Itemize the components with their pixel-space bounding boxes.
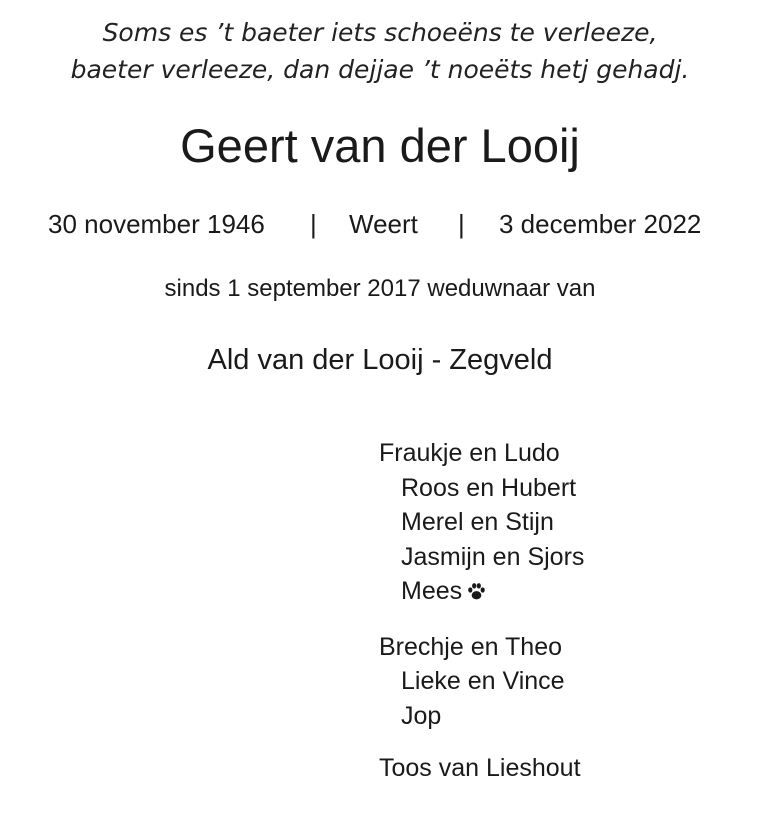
family-head: Fraukje en Ludo [379,439,560,467]
partner-name: Ald van der Looij - Zegveld [207,344,553,376]
grandchild: Roos en Hubert [401,473,577,502]
family-group [379,751,584,786]
paw-icon [466,577,487,612]
dates-row [0,206,760,242]
death-date: 3 december 2022 [499,209,702,239]
motto-line-1: Soms es ’t baeter iets schoeëns te verleeze, [102,18,658,47]
grandchild: Merel en Stijn [401,508,554,536]
family-list [379,436,584,804]
separator-2: | [458,209,465,239]
widower-note: sinds 1 september 2017 weduwnaar van [164,275,596,302]
family-group [379,436,584,612]
pet-name: Mees [401,577,463,605]
family-group [379,630,584,734]
family-head: Toos van Lieshout [379,754,581,782]
family-head: Brechje en Theo [379,632,562,661]
birth-date: 30 november 1946 [48,209,265,239]
grandchild: Lieke en Vince [401,667,565,695]
separator-1: | [310,209,317,239]
deceased-name: Geert van der Looij [180,119,580,172]
grandchild: Jop [401,701,442,730]
grandchild: Jasmijn en Sjors [401,542,585,571]
motto-line-2: baeter verleeze, dan dejjae ’t noeëts hetj gehadj. [70,55,690,84]
birth-place: Weert [349,209,418,239]
pet-entry [379,574,584,612]
